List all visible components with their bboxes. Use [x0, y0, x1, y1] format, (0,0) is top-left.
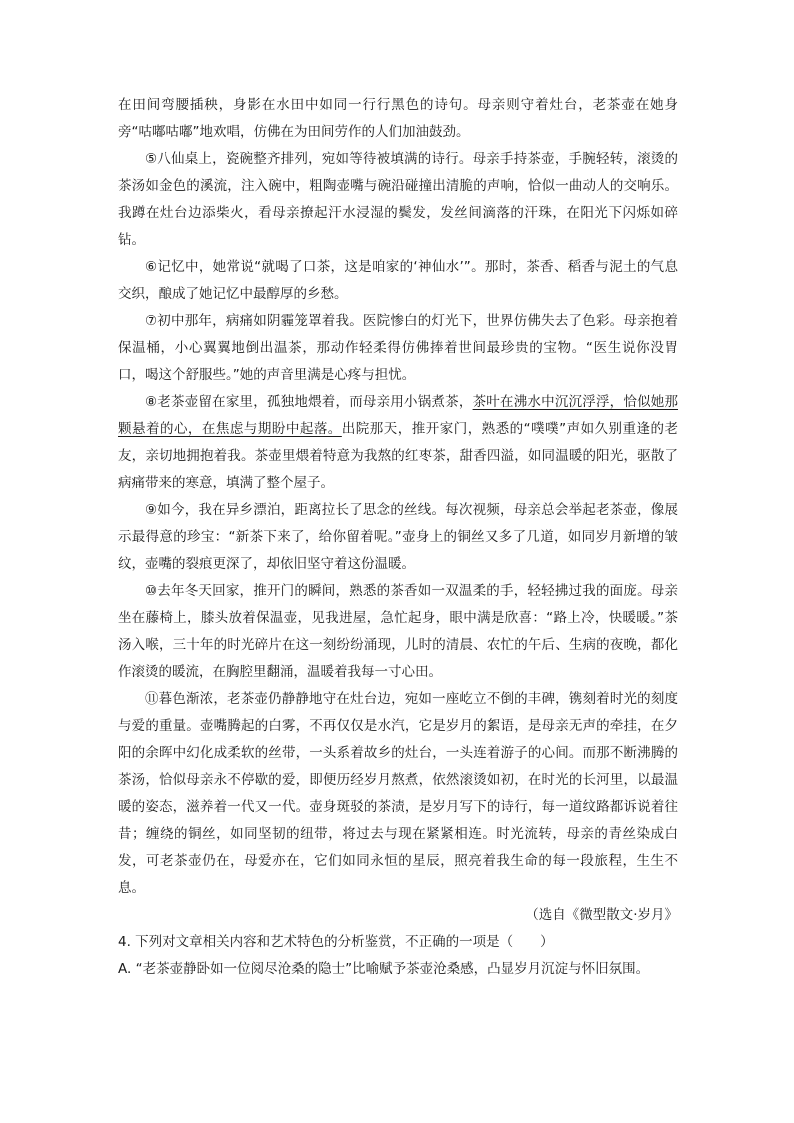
- paragraph-continued: 在田间弯腰插秧，身影在水田中如同一行行黑色的诗句。母亲则守着灶台，老茶壶在她身旁“咕嘟咕嘟”地欢唱，仿佛在为田间劳作的人们加油鼓劲。: [118, 97, 678, 140]
- paragraph-9: ⑨如今，我在异乡漂泊，距离拉长了思念的丝线。每次视频，母亲总会举起老茶壶，像展示最得意的珍宝：“新茶下来了，给你留着呢。”壶身上的铜丝又多了几道，如同岁月新增的皱纹，壶嘴的裂痕更深了，却依旧坚守着这份温暖。: [118, 502, 678, 572]
- paragraph-8-underlined-sentence: 茶叶在沸水中沉沉浮浮，恰似她那颗悬着的心，在焦虑与期盼中起落。: [118, 394, 679, 437]
- paragraph-8-text-a: ⑧老茶壶留在家里，孤独地煨着，而母亲用小锅煮茶，: [145, 394, 473, 410]
- paragraph-7: ⑦初中那年，病痛如阴霾笼罩着我。医院惨白的灯光下，世界仿佛失去了色彩。母亲抱着保温桶，小心翼翼地倒出温茶，那动作轻柔得仿佛捧着世间最珍贵的宝物。“医生说你没胃口，喝这个舒服些。”她的声音里满是心疼与担忧。: [118, 313, 678, 383]
- document-page: [118, 92, 678, 983]
- question-4-stem: 4. 下列对文章相关内容和艺术特色的分析鉴赏，不正确的一项是（ ）: [118, 934, 554, 950]
- paragraph-6: ⑥记忆中，她常说“就喝了口茶，这是咱家的‘神仙水’”。那时，茶香、稻香与泥土的气息交织，酿成了她记忆中最醇厚的乡愁。: [118, 259, 678, 302]
- paragraph-11: ⑪暮色渐浓，老茶壶仍静静地守在灶台边，宛如一座屹立不倒的丰碑，镌刻着时光的刻度与爱的重量。壶嘴腾起的白雾，不再仅仅是水汽，它是岁月的絮语，是母亲无声的牵挂，在夕阳的余晖中幻化成柔软的丝带，一头系着故乡的灶台，一头连着游子的心间。而那不断沸腾的茶汤，恰似母亲永不停歇的爱，即便历经岁月熬煮，依然滚烫如初，在时光的长河里，以最温暖的姿态，滋养着一代又一代。壶身斑驳的茶渍，是岁月写下的诗行，每一道纹路都诉说着往昔；缠绕的铜丝，如同坚韧的纽带，将过去与现在紧紧相连。时光流转，母亲的青丝染成白发，可老茶壶仍在，母爱亦在，它们如同永恒的星辰，照亮着我生命的每一段旅程，生生不息。: [118, 691, 678, 896]
- paragraph-10: ⑩去年冬天回家，推开门的瞬间，熟悉的茶香如一双温柔的手，轻轻拂过我的面庞。母亲坐在藤椅上，膝头放着保温壶，见我进屋，急忙起身，眼中满是欣喜：“路上冷，快暖暖。”茶汤入喉，三十年的时光碎片在这一刻纷纷涌现，儿时的清晨、农忙的午后、生病的夜晚，都化作滚烫的暖流，在胸腔里翻涌，温暖着我每一寸心田。: [118, 583, 678, 680]
- question-4-option-a: A. “老茶壶静卧如一位阅尽沧桑的隐士”比喻赋予茶壶沧桑感，凸显岁月沉淀与怀旧氛围。: [118, 961, 650, 977]
- article-source: （选自《微型散文·岁月》: [525, 907, 678, 923]
- paragraph-5: ⑤八仙桌上，瓷碗整齐排列，宛如等待被填满的诗行。母亲手持茶壶，手腕轻转，滚烫的茶汤如金色的溪流，注入碗中，粗陶壶嘴与碗沿碰撞出清脆的声响，恰似一曲动人的交响乐。我蹲在灶台边添柴火，看母亲撩起汗水浸湿的鬓发，发丝间滴落的汗珠，在阳光下闪烁如碎钻。: [118, 151, 678, 248]
- paragraph-8-text-b: 出院那天，推开家门，熟悉的“噗噗”声如久别重逢的老友，亲切地拥抱着我。茶壶里煨着特意为我熬的红枣茶，甜香四溢，如同温暖的阳光，驱散了病痛带来的寒意，填满了整个屋子。: [118, 421, 678, 491]
- paragraph-8: [118, 389, 678, 497]
